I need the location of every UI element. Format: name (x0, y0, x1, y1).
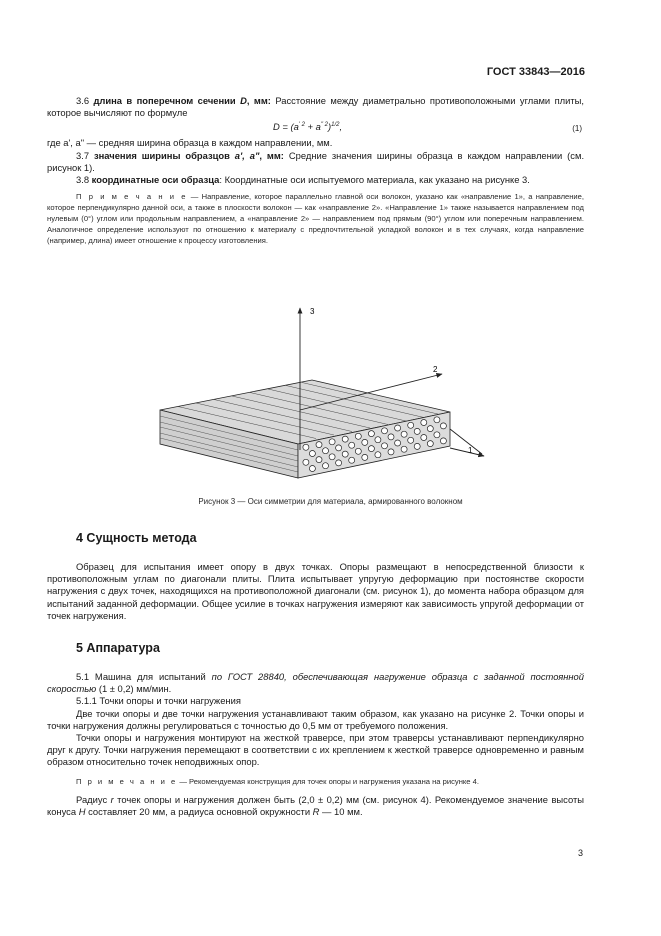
fiber-circle (329, 454, 335, 460)
fiber-circle (414, 428, 420, 434)
fiber-circle (316, 457, 322, 463)
section-5-heading: 5 Аппаратура (76, 641, 160, 655)
fiber-circle (395, 425, 401, 431)
note-directions: П р и м е ч а н и е — Направление, которое параллельно главной оси волокон, указано как «направление 1», а направление, которое перпендикулярно данной оси, а также в плоскости волокон — как «направление 2». «Направление 1» также называется направлением под нулевым (0°) углом или продольным направлением, а «направление 2» — направлением под прямым (90°) углом или поперечным направлением. Аналогичное определение используют по отношению к материалу с предпочтительной укладкой волокон и в тех случаях, когда направление (например, длина) имеет отношение к процессу изготовления. (47, 192, 584, 246)
fiber-circle (421, 420, 427, 426)
fiber-circle (336, 460, 342, 466)
fiber-circle (342, 436, 348, 442)
fiber-circle (401, 431, 407, 437)
axis-3-label: 3 (310, 307, 315, 316)
method-essence-paragraph: Образец для испытания имеет опору в двух точках. Опоры размещают в непосредственной близости к противоположным углам по диагонали плиты. Плита испытывает упругую деформацию при постоянстве скорости нагружения с двух точек, находящихся на противоположной диагонали (см. рисунок 1), до момента набора образцом для испытаний заданной деформации. Общее усилие в точках нагружения измеряют как зависимость упругой деформации от точек нагружения. (47, 561, 584, 621)
standard-header: ГОСТ 33843—2016 (486, 66, 585, 78)
fiber-circle (382, 428, 388, 434)
term-3-6: длина в поперечном сечении (93, 95, 236, 106)
fiber-circle (388, 449, 394, 455)
fiber-circle (401, 446, 407, 452)
fiber-circle (349, 442, 355, 448)
fiber-circle (342, 451, 348, 457)
clause-5-1: 5.1 Машина для испытаний по ГОСТ 28840, обеспечивающая нагружение образца с заданной постоянной скоростью (1 ± 0,2) мм/мин. (47, 671, 584, 695)
fiber-circle (368, 446, 374, 452)
definitions-block (47, 95, 584, 246)
fiber-circle (329, 439, 335, 445)
paragraph-traverse: Точки опоры и нагружения монтируют на жесткой траверсе, при этом траверсы устанавливают перпендикулярно друг к другу. Точки нагружения перемещают в соответствии с их креплением к жесткой траверсе одновременно и равным образом относительно точек неподвижных опор. (47, 732, 584, 768)
fiber-circle (323, 463, 329, 469)
page-number: 3 (577, 848, 583, 858)
formula-legend: где a', a" — средняя ширина образца в каждом направлении, мм. (47, 137, 333, 149)
figure-3-caption: Рисунок 3 — Оси симметрии для материала, армированного волокном (198, 497, 463, 506)
fiber-circle (382, 443, 388, 449)
fiber-circle (309, 466, 315, 472)
paragraph-radius: Радиус r точек опоры и нагружения должен быть (2,0 ± 0,2) мм (см. рисунок 4). Рекомендуемое значение высоты конуса H составляет 20 мм, а радиуса основной окружности R — 10 мм. (47, 793, 584, 817)
fiber-circle (355, 433, 361, 439)
term-3-8: координатные оси образца (91, 174, 220, 186)
axis-1-label: 1 (468, 446, 473, 455)
fiber-circle (440, 423, 446, 429)
section-4-body (47, 561, 584, 622)
fiber-circle (414, 443, 420, 449)
fiber-circle (408, 437, 414, 443)
paragraph-points-setup: Две точки опоры и две точки нагружения устанавливают таким образом, как указано на рисунке 2. Точки опоры и точки нагружения должны регулироваться с точностью до 0,5 мм от требуемого положения. (47, 707, 584, 731)
fiber-circle (395, 440, 401, 446)
formula-1: $D = (a^{' 2} + a^{" 2})^{1/2}$, (1) (47, 119, 584, 137)
fiber-circle (434, 432, 440, 438)
fiber-circle (440, 438, 446, 444)
axis-1-arrow (450, 429, 482, 454)
fiber-circle (303, 459, 309, 465)
clause-5-1-1: 5.1.1 Точки опоры и точки нагружения (76, 695, 241, 707)
note-design: П р и м е ч а н и е — Рекомендуемая конструкция для точек опоры и нагружения указана на рисунке 4. (76, 776, 479, 786)
fiber-circle (388, 434, 394, 440)
fiber-circle (408, 422, 414, 428)
fiber-circle (316, 442, 322, 448)
clause-3-6: 3.6 длина в поперечном сечении D, мм: Расстояние между диаметрально противоположными углами плиты, которое вычисляют по формуле (47, 95, 585, 119)
fiber-circle (362, 454, 368, 460)
axis-2-label: 2 (433, 365, 438, 374)
fiber-circle (336, 445, 342, 451)
formula-number: (1) (572, 124, 582, 134)
fiber-circle (368, 431, 374, 437)
section-5-body (47, 671, 584, 818)
fiber-circle (427, 441, 433, 447)
fiber-circle (421, 435, 427, 441)
fiber-circle (375, 452, 381, 458)
fiber-circle (303, 444, 309, 450)
term-3-7: значения ширины образцов (93, 149, 230, 161)
fiber-circle (323, 448, 329, 454)
clause-3-8: 3.8 координатные оси образца: Координатные оси испытуемого материала, как указано на рисунке 3. (76, 174, 530, 186)
fiber-circle (349, 457, 355, 463)
fiber-circle (427, 426, 433, 432)
fiber-circle (355, 448, 361, 454)
fiber-circle (309, 451, 315, 457)
fiber-circle (375, 437, 381, 443)
section-4-heading: 4 Сущность метода (76, 531, 197, 545)
fiber-circle (434, 417, 440, 423)
fiber-circle (362, 439, 368, 445)
clause-3-7: 3.7 значения ширины образцов a', a", мм: Средние значения ширины образца в каждом направлении (см. рисунок 1). (47, 149, 585, 173)
figure-3-laminate-axes (150, 302, 490, 492)
